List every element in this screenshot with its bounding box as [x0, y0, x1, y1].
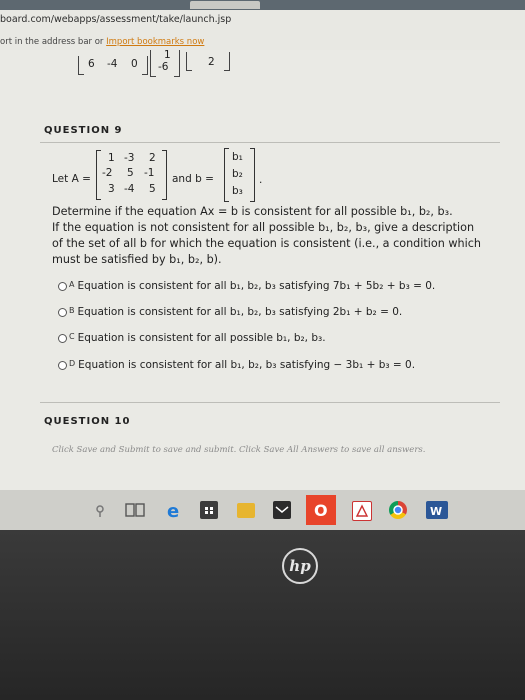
svg-text:W: W — [430, 505, 443, 518]
option-text: Equation is consistent for all b₁, b₂, b₃ satisfying − 3b₁ + b₃ = 0. — [78, 359, 416, 371]
prev-vector-cell: -6 — [158, 61, 169, 73]
answer-option-d[interactable] — [58, 359, 415, 371]
office-icon[interactable] — [306, 495, 336, 525]
prev-result-bracket-left — [186, 52, 192, 71]
prev-vector-bracket-left — [150, 50, 156, 77]
prev-cell: 0 — [131, 58, 138, 70]
bookmarks-hint: ort in the address bar or — [0, 37, 104, 47]
matrix-a-cell: -4 — [124, 183, 135, 195]
address-bar[interactable]: board.com/webapps/assessment/take/launch.jsp — [0, 14, 232, 25]
option-text: Equation is consistent for all b₁, b₂, b₃ satisfying 2b₁ + b₂ = 0. — [77, 306, 403, 318]
question-text-line: Determine if the equation Ax = b is consistent for all possible b₁, b₂, b₃. — [52, 205, 453, 218]
mail-icon[interactable] — [273, 501, 291, 519]
chrome-icon[interactable] — [389, 501, 407, 519]
prev-result-bracket-right — [224, 52, 230, 71]
radio-button[interactable] — [58, 361, 67, 370]
browser-chrome — [0, 0, 525, 51]
task-view-icon[interactable] — [124, 501, 146, 519]
prev-result-cell: 2 — [208, 56, 215, 68]
matrix-a-cell: 5 — [127, 167, 134, 179]
option-letter: A — [69, 279, 75, 289]
question-text-line: of the set of all b for which the equation is consistent (i.e., a condition which — [52, 237, 481, 250]
question-9-text — [52, 204, 507, 268]
matrix-a-cell: -3 — [124, 152, 135, 164]
store-icon[interactable] — [200, 501, 218, 519]
assessment-content — [0, 50, 525, 490]
vector-b-bracket-right — [250, 148, 255, 202]
option-text: Equation is consistent for all b₁, b₂, b₃ satisfying 7b₁ + 5b₂ + b₃ = 0. — [77, 280, 436, 292]
question-text-line: must be satisfied by b₁, b₂, b). — [52, 253, 222, 266]
prev-vector-bracket-right — [174, 50, 180, 77]
windows-taskbar — [0, 490, 525, 530]
let-a-label: Let A = — [52, 173, 91, 185]
answer-option-c[interactable] — [58, 332, 326, 344]
option-text: Equation is consistent for all possible b₁, b₂, b₃. — [77, 332, 326, 344]
browser-tab-strip — [0, 0, 525, 10]
option-letter: C — [69, 331, 75, 341]
edge-icon[interactable] — [166, 501, 184, 519]
browser-tab[interactable] — [190, 1, 260, 9]
matrix-a-cell: 5 — [149, 183, 156, 195]
question-divider — [40, 142, 500, 143]
word-icon[interactable] — [426, 501, 448, 519]
answer-option-a[interactable] — [58, 280, 435, 292]
prev-matrix-bracket-left — [78, 56, 84, 75]
question-text-line: If the equation is not consistent for all possible b₁, b₂, b₃, give a description — [52, 221, 475, 234]
and-b-label: and b = — [172, 173, 214, 185]
vector-b-cell: b₃ — [232, 185, 243, 197]
matrix-a-cell: 1 — [108, 152, 115, 164]
matrix-a-bracket-right — [162, 150, 167, 200]
file-explorer-icon[interactable] — [237, 503, 255, 518]
answer-option-b[interactable] — [58, 306, 402, 318]
import-bookmarks-link[interactable]: Import bookmarks now — [106, 37, 205, 47]
hp-logo: hp — [282, 548, 318, 584]
vector-b-cell: b₁ — [232, 151, 243, 163]
radio-button[interactable] — [58, 334, 67, 343]
option-letter: D — [69, 358, 76, 368]
prev-cell: 6 — [88, 58, 95, 70]
save-submit-instructions: Click Save and Submit to save and submit. Click Save All Answers to save all answers. — [52, 445, 426, 455]
question-10-header: QUESTION 10 — [44, 416, 131, 427]
radio-button[interactable] — [58, 282, 67, 291]
radio-button[interactable] — [58, 308, 67, 317]
matrix-a-cell: -1 — [144, 167, 155, 179]
matrix-a-cell: 2 — [149, 152, 156, 164]
svg-text:e: e — [167, 501, 180, 519]
vector-b-bracket-left — [224, 148, 229, 202]
matrix-a-cell: -2 — [102, 167, 113, 179]
vector-b-cell: b₂ — [232, 168, 243, 180]
option-letter: B — [69, 305, 75, 315]
svg-text:O: O — [314, 501, 328, 520]
question-divider — [40, 402, 500, 403]
question-9-header: QUESTION 9 — [44, 125, 123, 136]
acrobat-icon[interactable] — [352, 501, 372, 521]
prev-cell: -4 — [107, 58, 118, 70]
matrix-a-bracket-left — [96, 150, 101, 200]
prev-matrix-bracket-right — [142, 56, 148, 75]
cortana-icon[interactable] — [94, 501, 106, 519]
laptop-bezel — [0, 530, 525, 700]
prev-vector-cell: 1 — [164, 49, 171, 61]
bookmarks-bar — [0, 37, 204, 47]
period-mark: . — [259, 174, 263, 186]
matrix-a-cell: 3 — [108, 183, 115, 195]
